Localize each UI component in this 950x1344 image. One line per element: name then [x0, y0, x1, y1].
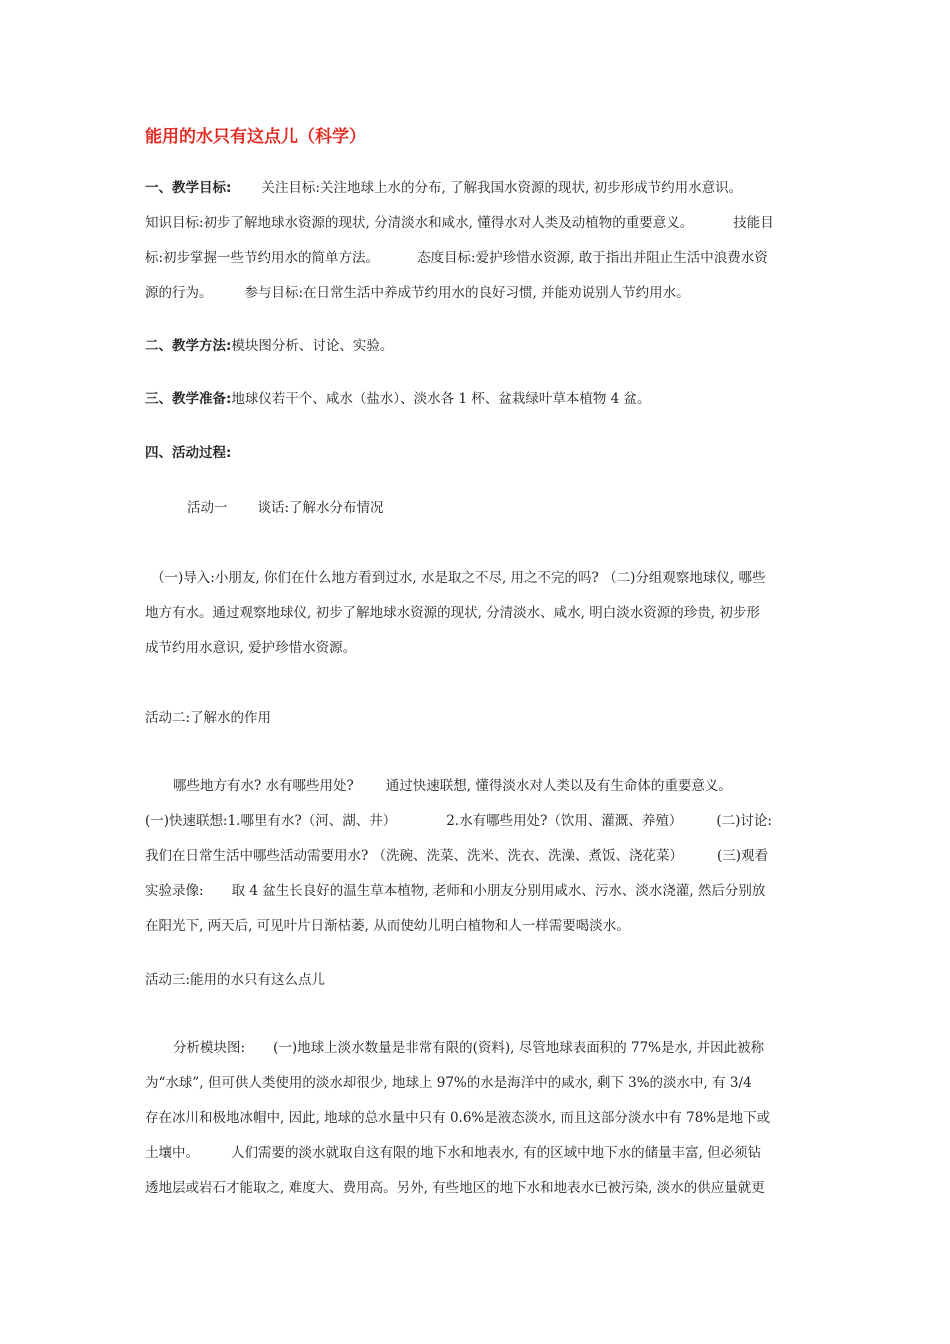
activity-1-heading	[187, 496, 384, 516]
section-3-heading: 三、教学准备:	[145, 391, 232, 407]
activity-2-purpose: 通过快速联想, 懂得淡水对人类以及有生命体的重要意义。	[385, 778, 732, 794]
activity-1-line-1: （一)导入:小朋友, 你们在什么地方看到过水, 水是取之不尽, 用之不完的吗? （二)分组观察地球仪, 哪些	[151, 570, 766, 586]
section-2-text: 模块图分析、讨论、实验。	[231, 338, 394, 354]
objectives-line-2	[145, 211, 774, 231]
section-2	[145, 334, 393, 354]
activity-1-name: 谈话:了解水分布情况	[257, 500, 384, 516]
activity-3-line-4	[145, 1141, 761, 1161]
activity-3-line-3: 存在冰川和极地冰帽中, 因此, 地球的总水量中只有 0.6%是液态淡水, 而且这部分淡水中有 78%是地下或	[145, 1110, 771, 1126]
activity-2-line-2	[145, 809, 772, 829]
activity-2-step-3: (三)观看	[717, 848, 769, 864]
section-3	[145, 387, 651, 407]
activity-3-text-4b: 人们需要的淡水就取自这有限的地下水和地表水, 有的区域中地下水的储量丰富, 但必须钻	[231, 1145, 762, 1161]
objective-knowledge: 知识目标:初步了解地球水资源的现状, 分清淡水和咸水, 懂得水对人类及动植物的重要意义。	[145, 215, 694, 231]
activity-2-video-text: 取 4 盆生长良好的温生草本植物, 老师和小朋友分别用咸水、污水、淡水浇灌, 然后分别放	[231, 883, 766, 899]
activity-2-step-2: (二)讨论:	[716, 813, 772, 829]
activity-3-line-2: 为“水球”, 但可供人类使用的淡水却很少, 地球上 97%的水是海洋中的咸水, 剩下 3%的淡水中, 有 3/4	[145, 1075, 752, 1091]
objectives-line-4	[145, 281, 690, 301]
activity-3-line-1	[173, 1036, 764, 1056]
objective-skill-start: 技能目	[733, 215, 774, 231]
activity-2-heading: 活动二:了解水的作用	[145, 710, 272, 726]
activity-2-step-1b: 2.水有哪些用处?（饮用、灌溉、养殖）	[446, 813, 683, 829]
section-3-text: 地球仪若干个、咸水（盐水）、淡水各 1 杯、盆栽绿叶草本植物 4 盆。	[231, 391, 651, 407]
activity-2-line-5: 在阳光下, 两天后, 可见叶片日渐枯萎, 从而使幼儿明白植物和人一样需要喝淡水。	[145, 918, 630, 934]
objective-skill-end: 标:初步掌握一些节约用水的简单方法。	[145, 250, 380, 266]
activity-3-heading: 活动三:能用的水只有这么点儿	[145, 972, 326, 988]
activity-2-line-4	[145, 879, 765, 899]
activity-2-question: 哪些地方有水? 水有哪些用处?	[173, 778, 354, 794]
activity-2-video-label: 实验录像:	[145, 883, 204, 899]
objective-attitude-end: 源的行为。	[145, 285, 213, 301]
activity-3-text-1: (一)地球上淡水数量是非常有限的(资料), 尽管地球表面积的 77%是水, 并因此被称	[273, 1040, 765, 1056]
section-4-heading: 四、活动过程:	[145, 445, 232, 461]
document-title: 能用的水只有这点儿（科学）	[145, 127, 366, 147]
section-1-heading: 一、教学目标:	[145, 180, 232, 196]
activity-3-label: 分析模块图:	[173, 1040, 246, 1056]
objective-attitude: 态度目标:爱护珍惜水资源, 敢于指出并阻止生活中浪费水资	[417, 250, 768, 266]
objectives-line-3	[145, 246, 768, 266]
activity-1-line-2: 地方有水。通过观察地球仪, 初步了解地球水资源的现状, 分清淡水、咸水, 明白淡水资源的珍贵, 初步形	[145, 605, 760, 621]
objective-focus: 关注目标:关注地球上水的分布, 了解我国水资源的现状, 初步形成节约用水意识。	[261, 180, 743, 196]
objectives-line-1	[145, 176, 742, 196]
section-2-heading: 二、教学方法:	[145, 338, 232, 354]
activity-2-line-3	[145, 844, 768, 864]
activity-2-step-1a: (一)快速联想:1.哪里有水?（河、湖、井）	[145, 813, 397, 829]
activity-2-discussion: 我们在日常生活中哪些活动需要用水? （洗碗、洗菜、洗米、洗衣、洗澡、煮饭、浇花菜）	[145, 848, 684, 864]
activity-1-label: 活动一	[187, 500, 228, 516]
activity-1-line-3: 成节约用水意识, 爱护珍惜水资源。	[145, 640, 357, 656]
activity-3-text-4a: 土壤中。	[145, 1145, 199, 1161]
section-4	[145, 441, 231, 461]
activity-3-line-5: 透地层或岩石才能取之, 难度大、费用高。另外, 有些地区的地下水和地表水已被污染, 淡水的供应量就更	[145, 1180, 765, 1196]
activity-2-line-1	[173, 774, 732, 794]
objective-participation: 参与目标:在日常生活中养成节约用水的良好习惯, 并能劝说别人节约用水。	[244, 285, 690, 301]
